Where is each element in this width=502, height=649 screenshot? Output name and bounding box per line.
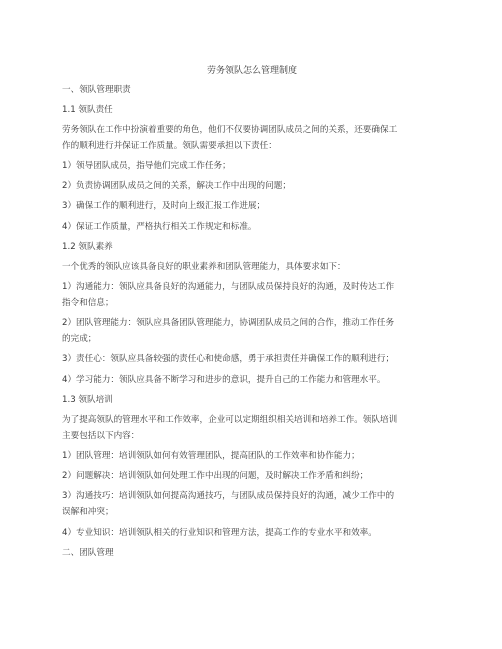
document-title: 劳务领队怎么管理制度 (206, 66, 297, 76)
section-heading-2: 二、团队管理 (62, 548, 114, 558)
paragraph-line: 为了提高领队的管理水平和工作效率，企业可以定期组织相关培训和培养工作。领队培训 (62, 415, 398, 425)
subsection-heading-1-2: 1.2 领队素养 (62, 242, 113, 252)
list-item-continuation: 误解和冲突； (62, 507, 114, 517)
section-heading-1: 一、领队管理职责 (62, 85, 131, 95)
subsection-heading-1-3: 1.3 领队培训 (62, 395, 113, 405)
paragraph-line: 主要包括以下内容： (62, 431, 140, 441)
paragraph-line: 劳务领队在工作中扮演着重要的角色，他们不仅要协调团队成员之间的关系，还要确保工 (62, 125, 398, 135)
paragraph-line: 一个优秀的领队应该具备良好的职业素养和团队管理能力，具体要求如下： (62, 262, 346, 272)
list-item: 2）团队管理能力：领队应具备团队管理能力，协调团队成员之间的合作，推动工作任务 (62, 318, 395, 328)
list-item: 1）领导团队成员，指导他们完成工作任务； (62, 161, 231, 171)
list-item: 3）沟通技巧：培训领队如何提高沟通技巧，与团队成员保持良好的沟通，减少工作中的 (62, 491, 395, 501)
list-item: 1）沟通能力：领队应具备良好的沟通能力，与团队成员保持良好的沟通，及时传达工作 (62, 282, 395, 292)
list-item: 4）保证工作质量，严格执行相关工作规定和标准。 (62, 222, 257, 232)
list-item-continuation: 指令和信息； (62, 298, 114, 308)
list-item-continuation: 的完成； (62, 334, 97, 344)
subsection-heading-1-1: 1.1 领队责任 (62, 105, 113, 115)
paragraph-line: 作的顺利进行并保证工作质量。领队需要承担以下责任： (62, 141, 277, 151)
list-item: 3）责任心：领队应具备较强的责任心和使命感，勇于承担责任并确保工作的顺利进行； (62, 354, 395, 364)
list-item: 1）团队管理：培训领队如何有效管理团队，提高团队的工作效率和协作能力； (62, 451, 360, 461)
list-item: 3）确保工作的顺利进行，及时向上级汇报工作进展； (62, 201, 266, 211)
list-item: 2）负责协调团队成员之间的关系，解决工作中出现的问题； (62, 181, 291, 191)
list-item: 4）专业知识：培训领队相关的行业知识和管理方法，提高工作的专业水平和效率。 (62, 528, 377, 538)
list-item: 2）问题解决：培训领队如何处理工作中出现的问题，及时解决工作矛盾和纠纷； (62, 471, 369, 481)
list-item: 4）学习能力：领队应具备不断学习和进步的意识，提升自己的工作能力和管理水平。 (62, 375, 386, 385)
